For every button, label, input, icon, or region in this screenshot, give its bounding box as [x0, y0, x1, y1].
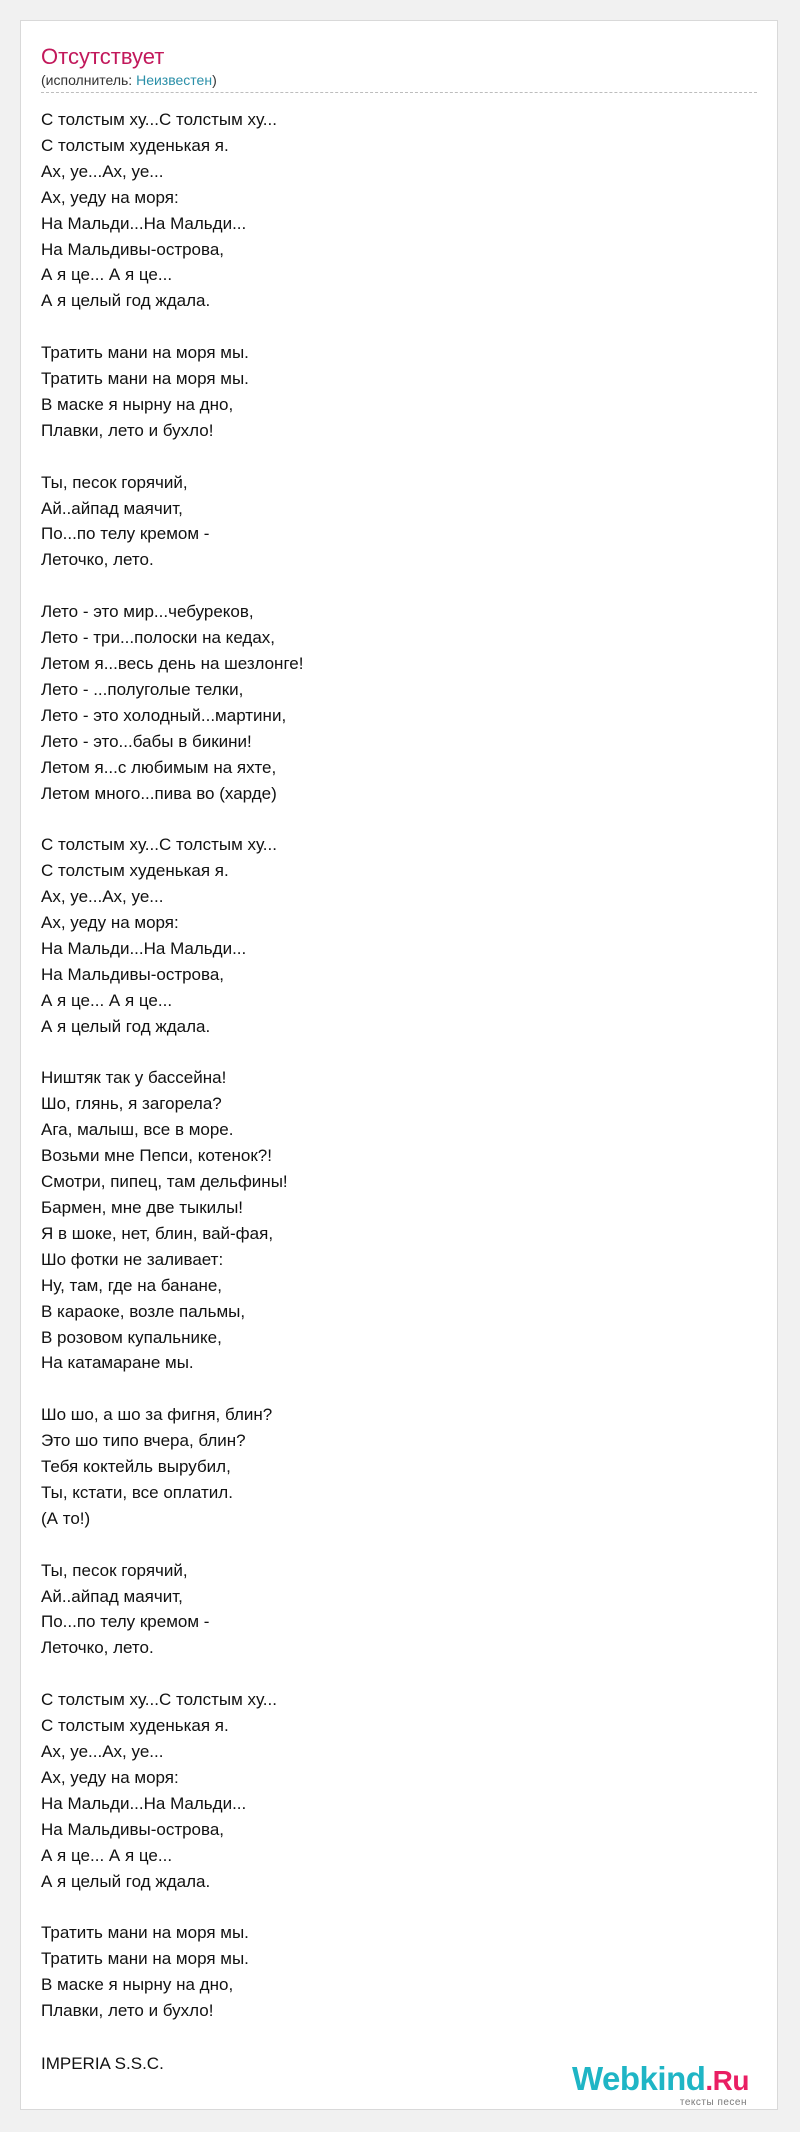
lyrics-line: На Мальдивы-острова,	[41, 1819, 225, 1839]
lyrics-line: Летом много...пива во (харде)	[41, 783, 277, 803]
artist-suffix: )	[212, 72, 217, 88]
logo-tld: .Ru	[705, 2065, 749, 2096]
lyrics-line: В маске я нырну на дно,	[41, 394, 234, 414]
lyrics-line: Плавки, лето и бухло!	[41, 2001, 214, 2021]
site-logo[interactable]	[549, 2061, 749, 2107]
song-title: Отсутствует	[41, 44, 165, 69]
lyrics-line: На Мальдивы-острова,	[41, 239, 225, 259]
lyrics-text	[41, 107, 741, 2050]
lyrics-line: На Мальди...На Мальди...	[41, 1793, 247, 1813]
lyrics-line: В караоке, возле пальмы,	[41, 1301, 246, 1321]
lyrics-line: С толстым ху...С толстым ху...	[41, 110, 277, 129]
lyrics-line: А я це... А я це...	[41, 265, 173, 285]
lyrics-line: Лето - ...полуголые телки,	[41, 679, 244, 699]
lyrics-line: На катамаране мы.	[41, 1353, 194, 1373]
lyrics-line: А я целый год ждала.	[41, 1016, 211, 1036]
lyrics-line: Тратить мани на моря мы.	[41, 369, 249, 389]
lyrics-line: (А то!)	[41, 1508, 91, 1528]
lyrics-line: Плавки, лето и бухло!	[41, 420, 214, 440]
lyrics-line: Лето - три...полоски на кедах,	[41, 628, 275, 648]
artist-line	[41, 71, 217, 89]
lyrics-line: А я це... А я це...	[41, 990, 173, 1010]
lyrics-line: С толстым худенькая я.	[41, 861, 229, 881]
lyrics-line: Леточко, лето.	[41, 550, 154, 570]
lyrics-stanza	[41, 1920, 741, 2024]
lyrics-line: Ты, песок горячий,	[41, 1560, 188, 1580]
lyrics-line: На Мальдивы-острова,	[41, 964, 225, 984]
lyrics-line: Леточко, лето.	[41, 1638, 154, 1658]
artist-link[interactable]: Неизвестен	[136, 72, 213, 88]
lyrics-line: Возьми мне Пепси, котенок?!	[41, 1146, 272, 1166]
lyrics-line: Лето - это...бабы в бикини!	[41, 731, 252, 751]
lyrics-stanza	[41, 832, 741, 1039]
lyrics-line: Ах, уе...Ах, уе...	[41, 161, 164, 181]
lyrics-line: Ага, малыш, все в море.	[41, 1120, 234, 1140]
lyrics-line: С толстым худенькая я.	[41, 135, 229, 155]
lyrics-line: Тратить мани на моря мы.	[41, 1949, 249, 1969]
lyrics-line: Тратить мани на моря мы.	[41, 343, 249, 363]
lyrics-line: Ах, уе...Ах, уе...	[41, 1741, 164, 1761]
lyrics-line: Ништяк так у бассейна!	[41, 1068, 227, 1088]
lyrics-line: А я це... А я це...	[41, 1845, 173, 1865]
lyrics-stanza	[41, 470, 741, 574]
lyrics-line: Летом я...весь день на шезлонге!	[41, 653, 304, 673]
lyrics-line: Ты, кстати, все оплатил.	[41, 1482, 233, 1502]
lyrics-line: Лето - это холодный...мартини,	[41, 705, 287, 725]
lyrics-line: С толстым ху...С толстым ху...	[41, 1690, 277, 1710]
lyrics-line: Шо фотки не заливает:	[41, 1249, 224, 1269]
lyrics-line: А я целый год ждала.	[41, 1871, 211, 1891]
lyrics-stanza	[41, 599, 741, 806]
lyrics-stanza	[41, 1402, 741, 1532]
lyrics-stanza	[41, 340, 741, 444]
lyrics-line: С толстым ху...С толстым ху...	[41, 835, 277, 855]
lyrics-line: В розовом купальнике,	[41, 1327, 222, 1347]
lyrics-line: Ты, песок горячий,	[41, 472, 188, 492]
lyrics-line: На Мальди...На Мальди...	[41, 938, 247, 958]
lyrics-credit: IMPERIA S.S.C.	[41, 2054, 164, 2073]
lyrics-line: Шо, глянь, я загорела?	[41, 1094, 222, 1114]
lyrics-line: С толстым худенькая я.	[41, 1716, 229, 1736]
logo-name: Webkind	[571, 2060, 706, 2097]
lyrics-line: Летом я...с любимым на яхте,	[41, 757, 277, 777]
lyrics-line: Тебя коктейль вырубил,	[41, 1457, 231, 1477]
title-divider	[41, 92, 757, 93]
lyrics-line: На Мальди...На Мальди...	[41, 213, 247, 233]
lyrics-stanza	[41, 107, 741, 314]
lyrics-line: Ах, уеду на моря:	[41, 1767, 179, 1787]
lyrics-line: В маске я нырну на дно,	[41, 1975, 234, 1995]
logo-wordmark	[572, 2061, 749, 2099]
lyrics-line: А я целый год ждала.	[41, 291, 211, 311]
lyrics-line: Лето - это мир...чебуреков,	[41, 602, 254, 622]
lyrics-line: Тратить мани на моря мы.	[41, 1923, 249, 1943]
lyrics-line: Ну, там, где на банане,	[41, 1275, 223, 1295]
artist-prefix: (исполнитель:	[41, 72, 137, 88]
lyrics-line: Это шо типо вчера, блин?	[41, 1431, 246, 1451]
logo-tagline: тексты песен	[679, 2097, 747, 2108]
lyrics-line: По...по телу кремом -	[41, 524, 210, 544]
lyrics-line: Ах, уеду на моря:	[41, 187, 179, 207]
lyrics-line: По...по телу кремом -	[41, 1612, 210, 1632]
lyrics-line: Я в шоке, нет, блин, вай-фая,	[41, 1223, 274, 1243]
lyrics-line: Смотри, пипец, там дельфины!	[41, 1172, 288, 1192]
lyrics-line: Ай..айпад маячит,	[41, 498, 183, 518]
lyrics-stanza	[41, 1065, 741, 1376]
lyrics-card	[20, 20, 778, 2110]
lyrics-line: Бармен, мне две тыкилы!	[41, 1197, 244, 1217]
lyrics-line: Ах, уеду на моря:	[41, 913, 179, 933]
lyrics-stanza	[41, 1687, 741, 1894]
lyrics-line: Шо шо, а шо за фигня, блин?	[41, 1405, 273, 1425]
lyrics-line: Ай..айпад маячит,	[41, 1586, 183, 1606]
lyrics-line: Ах, уе...Ах, уе...	[41, 887, 164, 907]
lyrics-stanza	[41, 1558, 741, 1662]
